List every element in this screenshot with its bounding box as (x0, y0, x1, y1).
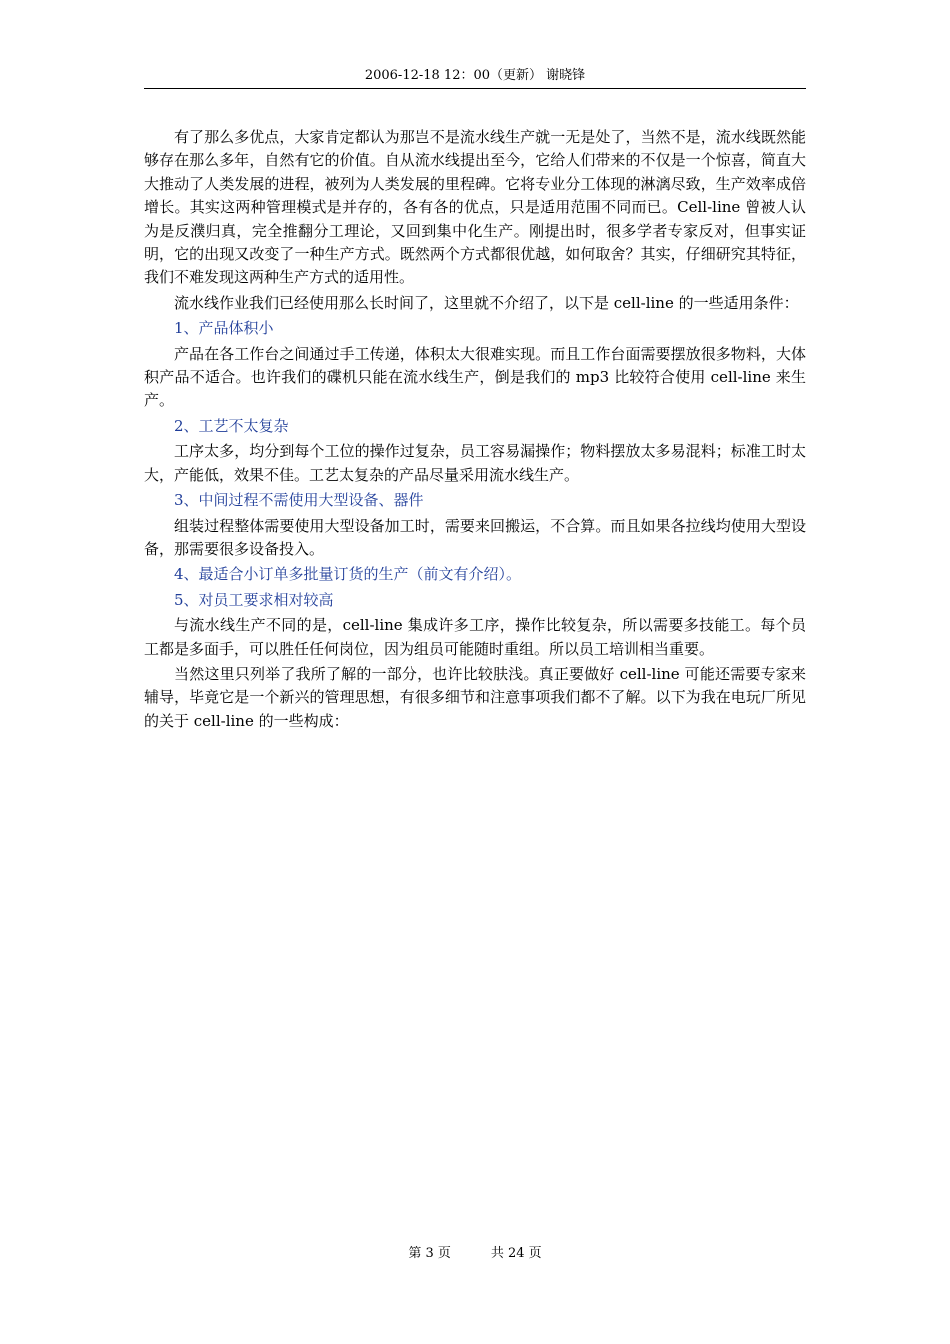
condition-heading-2: 2、工艺不太复杂 (174, 416, 289, 435)
paragraph-conditions-lead: 流水线作业我们已经使用那么长时间了，这里就不介绍了，以下是 cell-line 的一些适用条件： (174, 293, 799, 312)
paragraph-intro: 有了那么多优点，大家肯定都认为那岂不是流水线生产就一无是处了，当然不是，流水线既然能够存在那么多年，自然有它的价值。自从流水线提出至今，它给人们带来的不仅是一个惊喜，简直大大推动了人类发展的进程，被列为人类发展的里程碑。它将专业分工体现的淋漓尽致，生产效率成倍增长。其实这两种管理模式是并存的，各有各的优点，只是适用范围不同而已。Cell-line 曾被人认为是反濮归真，完全推翻分工理论，又回到集中化生产。刚提出时，很多学者专家反对，但事实证明，它的出现又改变了一种生产方式。既然两个方式都很优越，如何取舍？其实，仔细研究其特征，我们不难发现这两种生产方式的适用性。 (144, 128, 806, 287)
page-total: 共 24 页 (490, 1246, 542, 1261)
document-body (144, 126, 806, 735)
page-header (144, 66, 806, 89)
condition-body-1: 产品在各工作台之间通过手工传递，体积太大很难实现。而且工作台面需要摆放很多物料，大体积产品不适合。也许我们的碟机只能在流水线生产，倒是我们的 mp3 比较符合使用 cell-line 来生产。 (144, 344, 806, 410)
condition-heading-5: 5、对员工要求相对较高 (174, 590, 334, 609)
page-footer (0, 1244, 950, 1264)
page-number: 第 3 页 (408, 1246, 451, 1261)
condition-heading-1: 1、产品体积小 (174, 319, 274, 338)
paragraph-closing: 当然这里只列举了我所了解的一部分，也许比较肤浅。真正要做好 cell-line 可能还需要专家来辅导，毕竟它是一个新兴的管理思想，有很多细节和注意事项我们都不了解。以下为我在电玩厂所见的关于 cell-line 的一些构成： (144, 664, 806, 730)
condition-heading-4: 4、最适合小订单多批量订货的生产（前文有介绍）。 (174, 565, 522, 584)
condition-body-5: 与流水线生产不同的是，cell-line 集成许多工序，操作比较复杂，所以需要多技能工。每个员工都是多面手，可以胜任任何岗位，因为组员可能随时重组。所以员工培训相当重要。 (144, 616, 806, 658)
header-text: 2006-12-18 12：00（更新） 谢晓锋 (364, 68, 586, 83)
condition-body-2: 工序太多，均分到每个工位的操作过复杂，员工容易漏操作；物料摆放太多易混料；标准工时太大，产能低，效果不佳。工艺太复杂的产品尽量采用流水线生产。 (144, 442, 806, 484)
condition-heading-3: 3、中间过程不需使用大型设备、器件 (174, 491, 424, 510)
condition-body-3: 组装过程整体需要使用大型设备加工时，需要来回搬运，不合算。而且如果各拉线均使用大型设备，那需要很多设备投入。 (144, 516, 806, 558)
